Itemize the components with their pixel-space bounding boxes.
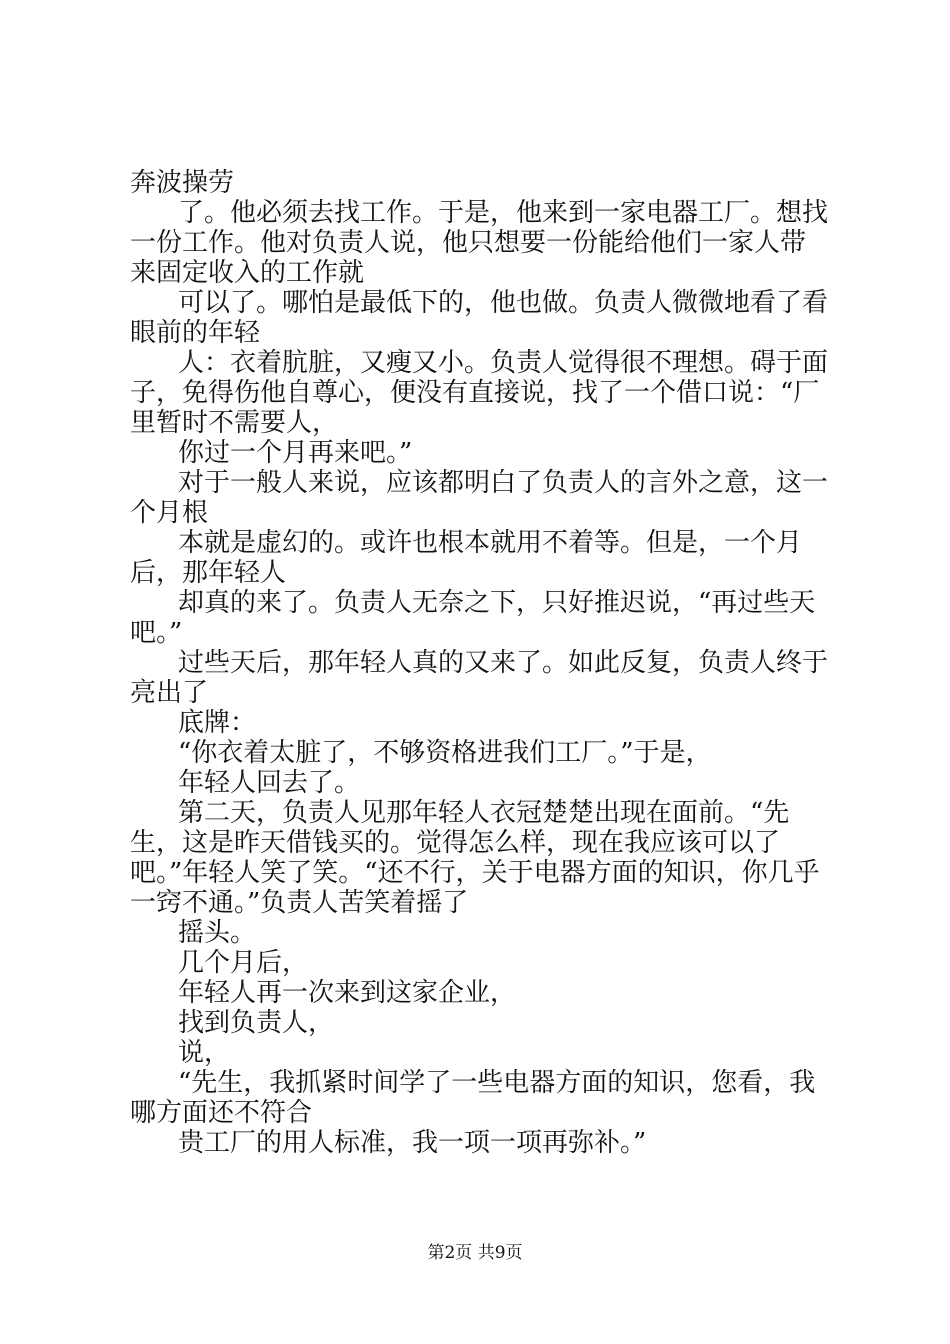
paragraph: 几个月后， <box>178 948 309 978</box>
paragraph: 摇头。 <box>178 918 257 948</box>
paragraph: 了。他必须去找工作。于是，他来到一家电器工厂。想找一份工作。他对负责人说，他只想要一份能给他们一家人带来固定收入的工作就 <box>130 198 829 288</box>
paragraph: 年轻人回去了。 <box>178 768 361 798</box>
page-number-label: 第2页 共9页 <box>427 1243 523 1263</box>
paragraph: 本就是虚幻的。或许也根本就用不着等。但是，一个月后，那年轻人 <box>130 528 803 588</box>
paragraph: 你过一个月再来吧。” <box>178 438 413 468</box>
paragraph: 第二天，负责人见那年轻人衣冠楚楚出现在面前。“先生，这是昨天借钱买的。觉得怎么样，现在我应该可以了吧。”年轻人笑了笑。“还不行，关于电器方面的知识，你几乎一窍不通。”负责人苦笑着摇了 <box>130 798 820 918</box>
paragraph: 贵工厂的用人标准，我一项一项再弥补。” <box>178 1128 647 1158</box>
paragraph: “先生，我抓紧时间学了一些电器方面的知识，您看，我哪方面还不符合 <box>130 1068 816 1128</box>
paragraph: 奔波操劳 <box>130 168 235 198</box>
paragraph: 人：衣着肮脏，又瘦又小。负责人觉得很不理想。碍于面子，免得伤他自尊心，便没有直接说，找了一个借口说：“厂里暂时不需要人， <box>130 348 829 438</box>
document-body <box>130 168 830 1158</box>
paragraph: 找到负责人， <box>178 1008 335 1038</box>
paragraph: “你衣着太脏了，不够资格进我们工厂。”于是， <box>178 738 712 768</box>
paragraph: 说， <box>178 1038 231 1068</box>
paragraph: 过些天后，那年轻人真的又来了。如此反复，负责人终于亮出了 <box>130 648 829 708</box>
paragraph: 底牌： <box>178 708 257 738</box>
paragraph: 可以了。哪怕是最低下的，他也做。负责人微微地看了看眼前的年轻 <box>130 288 829 348</box>
page-footer <box>0 1242 950 1264</box>
paragraph: 对于一般人来说，应该都明白了负责人的言外之意，这一个月根 <box>130 468 829 528</box>
paragraph: 却真的来了。负责人无奈之下，只好推迟说，“再过些天吧。” <box>130 588 816 648</box>
paragraph: 年轻人再一次来到这家企业， <box>178 978 517 1008</box>
